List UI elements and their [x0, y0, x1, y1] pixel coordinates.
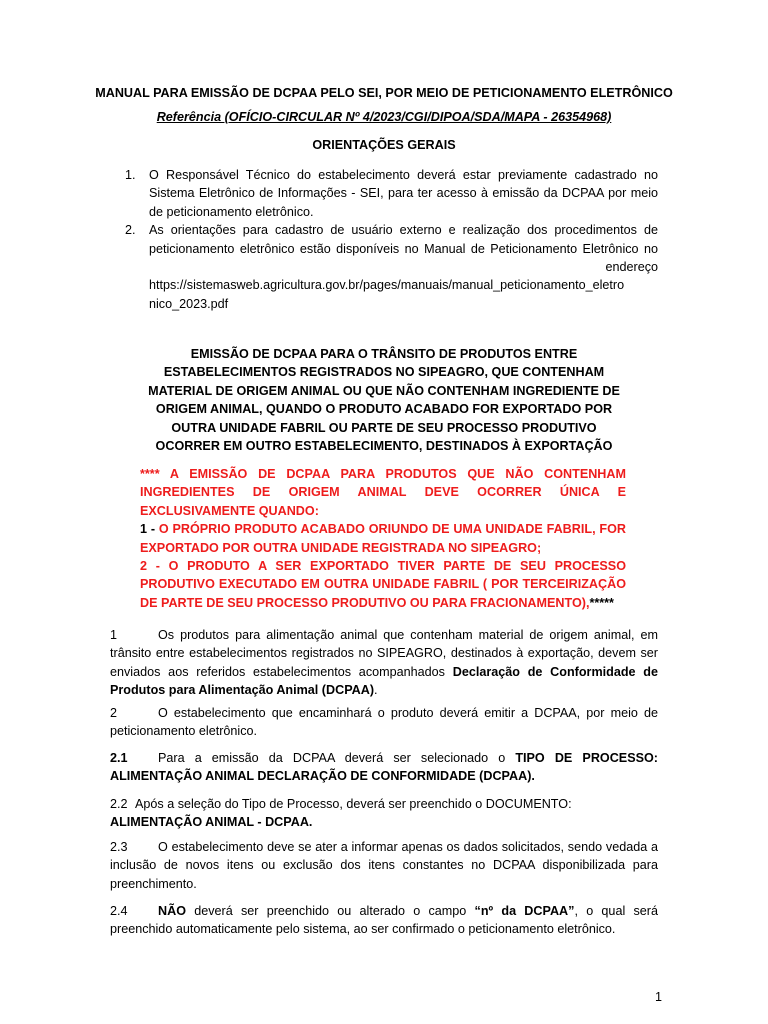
paragraph-2-2 [110, 795, 658, 832]
paragraph-text: O estabelecimento que encaminhará o produto deverá emitir a DCPAA, por meio de peticionamento eletrônico. [110, 706, 658, 739]
paragraph-2-1 [110, 749, 658, 786]
paragraph-text: O estabelecimento deve se ater a informar apenas os dados solicitados, sendo vedada a inclusão de novos itens ou exclusão dos itens constantes no DCPAA disponibilizada para preenchimento. [110, 840, 658, 891]
paragraph-bold: NÃO [158, 904, 186, 918]
paragraph-number: 1 [110, 628, 118, 642]
paragraph-2 [110, 704, 658, 741]
paragraph-text: Após a seleção do Tipo de Processo, deverá ser preenchido o DOCUMENTO: [135, 797, 572, 811]
list-item [120, 166, 658, 221]
paragraph-text: Os produtos para alimentação animal que contenham material de origem animal, em trânsito entre estabelecimentos registrados no SIPEAGRO, destinados à exportação, devem ser enviados aos referidos estabelecimentos acompanhados [110, 628, 658, 679]
list-item-text: O Responsável Técnico do estabelecimento deverá estar previamente cadastrado no Sistema Eletrônico de Informações - SEI, para ter acesso à emissão da DCPAA por meio de peticionamento eletrônico. [149, 168, 658, 219]
document-title: MANUAL PARA EMISSÃO DE DCPAA PELO SEI, POR MEIO DE PETICIONAMENTO ELETRÔNICO [95, 86, 673, 100]
paragraph-number: 2.4 [110, 904, 128, 918]
paragraph-text: deverá ser preenchido ou alterado o campo [186, 904, 475, 918]
manual-url: https://sistemasweb.agricultura.gov.br/pages/manuais/manual_peticionamento_eletro [149, 278, 625, 293]
page-number: 1 [654, 990, 662, 1004]
list-item [120, 221, 658, 313]
manual-url-end: nico_2023.pdf [149, 296, 229, 311]
warning-item-2-text: 2 - O PRODUTO A SER EXPORTADO TIVER PARTE DE SEU PROCESSO PRODUTIVO EXECUTADO EM OUTRA UNIDADE FABRIL ( POR TERCEIRIZAÇÃO DE PARTE DE SEU PROCESSO PRODUTIVO OU PARA FRACIONAMENTO), [140, 559, 626, 610]
section-title: EMISSÃO DE DCPAA PARA O TRÂNSITO DE PRODUTOS ENTRE ESTABELECIMENTOS REGISTRADOS NO SIPEAGRO, QUE CONTENHAM MATERIAL DE ORIGEM ANIMAL OU QUE NÃO CONTENHAM INGREDIENTE DE ORIGEM ANIMAL, QUANDO O PRODUTO ACABADO FOR EXPORTADO POR OUTRA UNIDADE FABRIL OU PARTE DE SEU PROCESSO PRODUTIVO OCORRER EM OUTRO ESTABELECIMENTO, DESTINADOS À EXPORTAÇÃO [148, 347, 620, 454]
paragraph-end: . [374, 683, 378, 698]
reference-line: Referência (OFÍCIO-CIRCULAR Nº 4/2023/CGI/DIPOA/SDA/MAPA - 26354968) [156, 110, 612, 124]
paragraph-number: 2.3 [110, 840, 128, 854]
paragraph-2-3 [110, 838, 658, 893]
address-label: endereço [605, 260, 658, 275]
paragraph-bold: “nº da DCPAA” [474, 904, 575, 918]
paragraph-1 [110, 626, 658, 700]
paragraph-number: 2 [110, 706, 118, 720]
warning-block [140, 465, 626, 612]
list-item-text: As orientações para cadastro de usuário externo e realização dos procedimentos de peticionamento eletrônico estão disponíveis no Manual de Peticionamento Eletrônico no [149, 223, 658, 256]
paragraph-2-4 [110, 902, 658, 939]
warning-item-1 [140, 520, 626, 557]
paragraph-text: Para a emissão da DCPAA deverá ser selecionado o [158, 751, 516, 765]
paragraph-number: 2.1 [110, 751, 128, 765]
orientations-heading: ORIENTAÇÕES GERAIS [312, 138, 456, 152]
warning-item-1-text: O PRÓPRIO PRODUTO ACABADO ORIUNDO DE UMA UNIDADE FABRIL, FOR EXPORTADO POR OUTRA UNIDADE REGISTRADA NO SIPEAGRO; [140, 522, 626, 555]
paragraph-bold: ALIMENTAÇÃO ANIMAL - DCPAA. [110, 815, 313, 830]
paragraph-bold: Declaração de Conformidade de Produtos para Alimentação Animal (DCPAA) [110, 664, 658, 698]
list-item-number: 2. [125, 223, 136, 238]
warning-item-1-number: 1 - [140, 522, 156, 537]
paragraph-bold: TIPO DE PROCESSO: ALIMENTAÇÃO ANIMAL DECLARAÇÃO DE CONFORMIDADE (DCPAA). [110, 751, 658, 784]
paragraph-number: 2.2 [110, 797, 128, 811]
warning-tail: ***** [589, 595, 614, 610]
warning-intro: **** A EMISSÃO DE DCPAA PARA PRODUTOS QUE NÃO CONTENHAM INGREDIENTES DE ORIGEM ANIMAL DEVE OCORRER ÚNICA E EXCLUSIVAMENTE QUANDO: [140, 467, 626, 518]
warning-item-2 [140, 557, 626, 612]
paragraph-text: , o qual será preenchido automaticamente pelo sistema, ao ser confirmado o peticionamento eletrônico. [110, 904, 658, 937]
list-item-number: 1. [125, 168, 136, 182]
general-orientations-list [120, 166, 658, 313]
